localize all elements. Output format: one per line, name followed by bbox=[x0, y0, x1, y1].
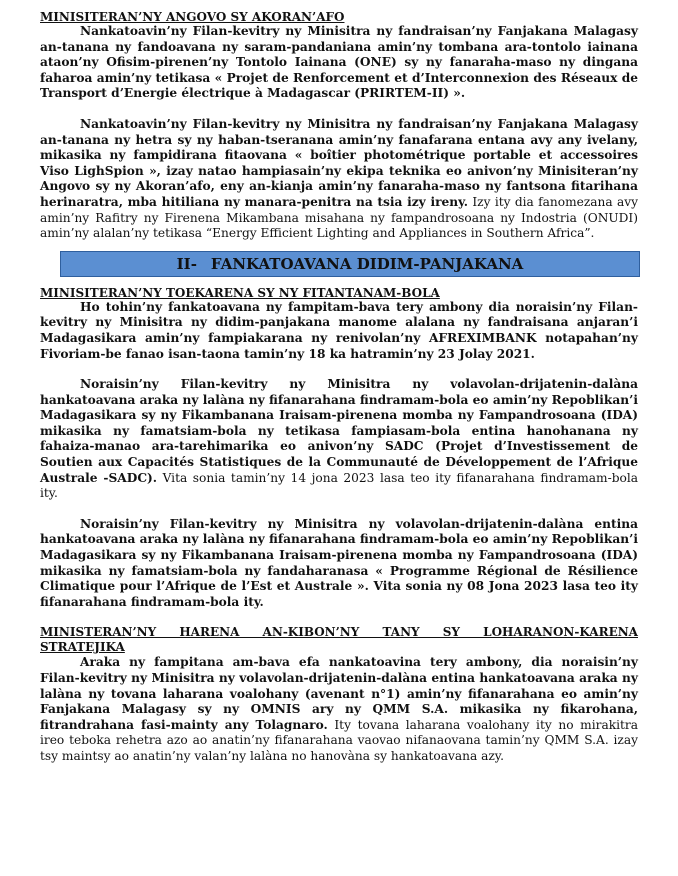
section-title: FANKATOAVANA DIDIM-PANJAKANA bbox=[210, 254, 524, 273]
paragraph bbox=[40, 655, 638, 764]
paragraph-normal-text: Vita sonia tamin’ny 14 jona 2023 lasa teo ity fifanarahana findramam-bola ity. bbox=[40, 470, 638, 501]
section-heading-mines-line2: STRATEJIKA bbox=[40, 640, 125, 655]
paragraph bbox=[40, 377, 638, 502]
section-heading-economy: MINISITERAN’NY TOEKARENA SY NY FITANTANAM-BOLA bbox=[40, 285, 440, 300]
paragraph-bold-text: Ho tohin’ny fankatoavana ny fampitam-bava tery ambony dia noraisin’ny Filan-kevitry ny Minisitra ny didim-panjakana manome alalana ny fandraisana anjaran’i Madagasikara amin’ny fampiakarana ny renivolan’ny AFREXIMBANK notapahan’ny Fivoriam-be fanao isan-taona tamin’ny 18 ka hatramin’ny 23 Jolay 2021. bbox=[40, 299, 638, 361]
paragraph-bold-text: Noraisin’ny Filan-kevitry ny Minisitra ny volavolan-drijatenin-dalàna entina hankatoavana araka ny lalàna ny fifanarahana findramam-bola eo amin’ny Repoblikan’i Madagasikara sy ny Fikambanana Iraisam-pirenena momba ny Fampandrosoana (IDA) mikasika ny famatsiam-bola ny fandaharanasa « Programme Régional de Résilience Climatique pour l’Afrique de l’Est et Australe ». Vita sonia ny 08 Jona 2023 lasa teo ity fifanarahana findramam-bola ity. bbox=[40, 516, 638, 609]
paragraph-normal-text: Izy ity dia fanomezana avy amin’ny Rafitry ny Firenena Mikambana misahana ny fampandrosoana ny Indostria (ONUDI) amin’ny alalan’ny tetikasa “Energy Efficient Lighting and Appliances in Southern Africa”. bbox=[40, 194, 639, 241]
paragraph bbox=[40, 24, 638, 102]
section-title-bar bbox=[60, 251, 640, 277]
paragraph-bold-text: Araka ny fampitana am-bava efa nankatoavina tery ambony, dia noraisin’ny Filan-kevitry ny Minisitra ny volavolan-drijatenin-dalàna entina hankatoavana araka ny lalàna ny tovana laharana voalohany (avenant n°1) amin’ny fifanarahana eo amin’ny Fanjakana Malagasy sy ny OMNIS ary ny QMM S.A. mikasika ny fikarohana, fitrandrahana fasi-mainty any Tolagnaro. bbox=[40, 655, 638, 732]
section-number: II- bbox=[176, 254, 197, 273]
paragraph bbox=[40, 117, 638, 242]
section-heading-mines: MINISTERAN’NY HARENA AN-KIBON’NY TANY SY LOHARANON-KARENA bbox=[40, 625, 638, 640]
paragraph-bold-text: Noraisin’ny Filan-kevitry ny Minisitra ny volavolan-drijatenin-dalàna hankatoavana araka ny lalàna ny fifanarahana findramam-bola eo amin’ny Repoblikan’i Madagasikara sy ny Fikambanana Iraisam-pirenena momba ny Fampandrosoana (IDA) mikasika ny famatsiam-bola ny tetikasa fampiasam-bola entina hanohanana ny fahaiza-manao ara-tarehimarika eo anivon’ny SADC (Projet d’Investissement de Soutien aux Capacités Statistiques de la Communauté de Développement de l’Afrique Australe -SADC). bbox=[40, 377, 638, 485]
paragraph-bold-text: Nankatoavin’ny Filan-kevitry ny Minisitra ny fandraisan’ny Fanjakana Malagasy an-tanana ny fandoavana ny saram-pandaniana amin’ny tombana ara-tontolo iainana ataon’ny Ofisim-pirenen’ny Tontolo Iainana (ONE) sy ny fanaraha-maso ny dingana faharoa amin’ny tetikasa « Projet de Renforcement et d’Interconnexion des Réseaux de Transport d’Energie électrique à Madagascar (PRIRTEM-II) ». bbox=[40, 24, 638, 101]
paragraph bbox=[40, 517, 638, 611]
paragraph-bold-text: Nankatoavin’ny Filan-kevitry ny Minisitra ny fandraisan’ny Fanjakana Malagasy an-tanana ny hetra sy ny haban-tseranana amin’ny fanafarana entana avy any ivelany, mikasika ny fampidirana fitaovana « boîtier photométrique portable et accessoires Viso LighSpion », izay natao hampiasain’ny ekipa teknika eo anivon’ny Minisiteran’ny Angovo sy ny Akoran’afo, eny an-kianja amin’ny fanaraha-maso ny fantsona fitarihana herinaratra, mba hitiliana ny manara-penitra na tsia izy ireny. bbox=[40, 116, 638, 209]
paragraph bbox=[40, 300, 638, 362]
paragraph-normal-text: Ity tovana laharana voalohany ity no mirakitra ireo teboka rehetra azo ao anatin’ny fifanarahana vaovao nifanaovana tamin’ny QMM S.A. izay tsy maintsy ao anatin’ny valan’ny lalàna no hanovàna sy hankatoavana azy. bbox=[40, 717, 638, 763]
section-heading-energy: MINISITERAN’NY ANGOVO SY AKORAN’AFO bbox=[40, 10, 345, 24]
